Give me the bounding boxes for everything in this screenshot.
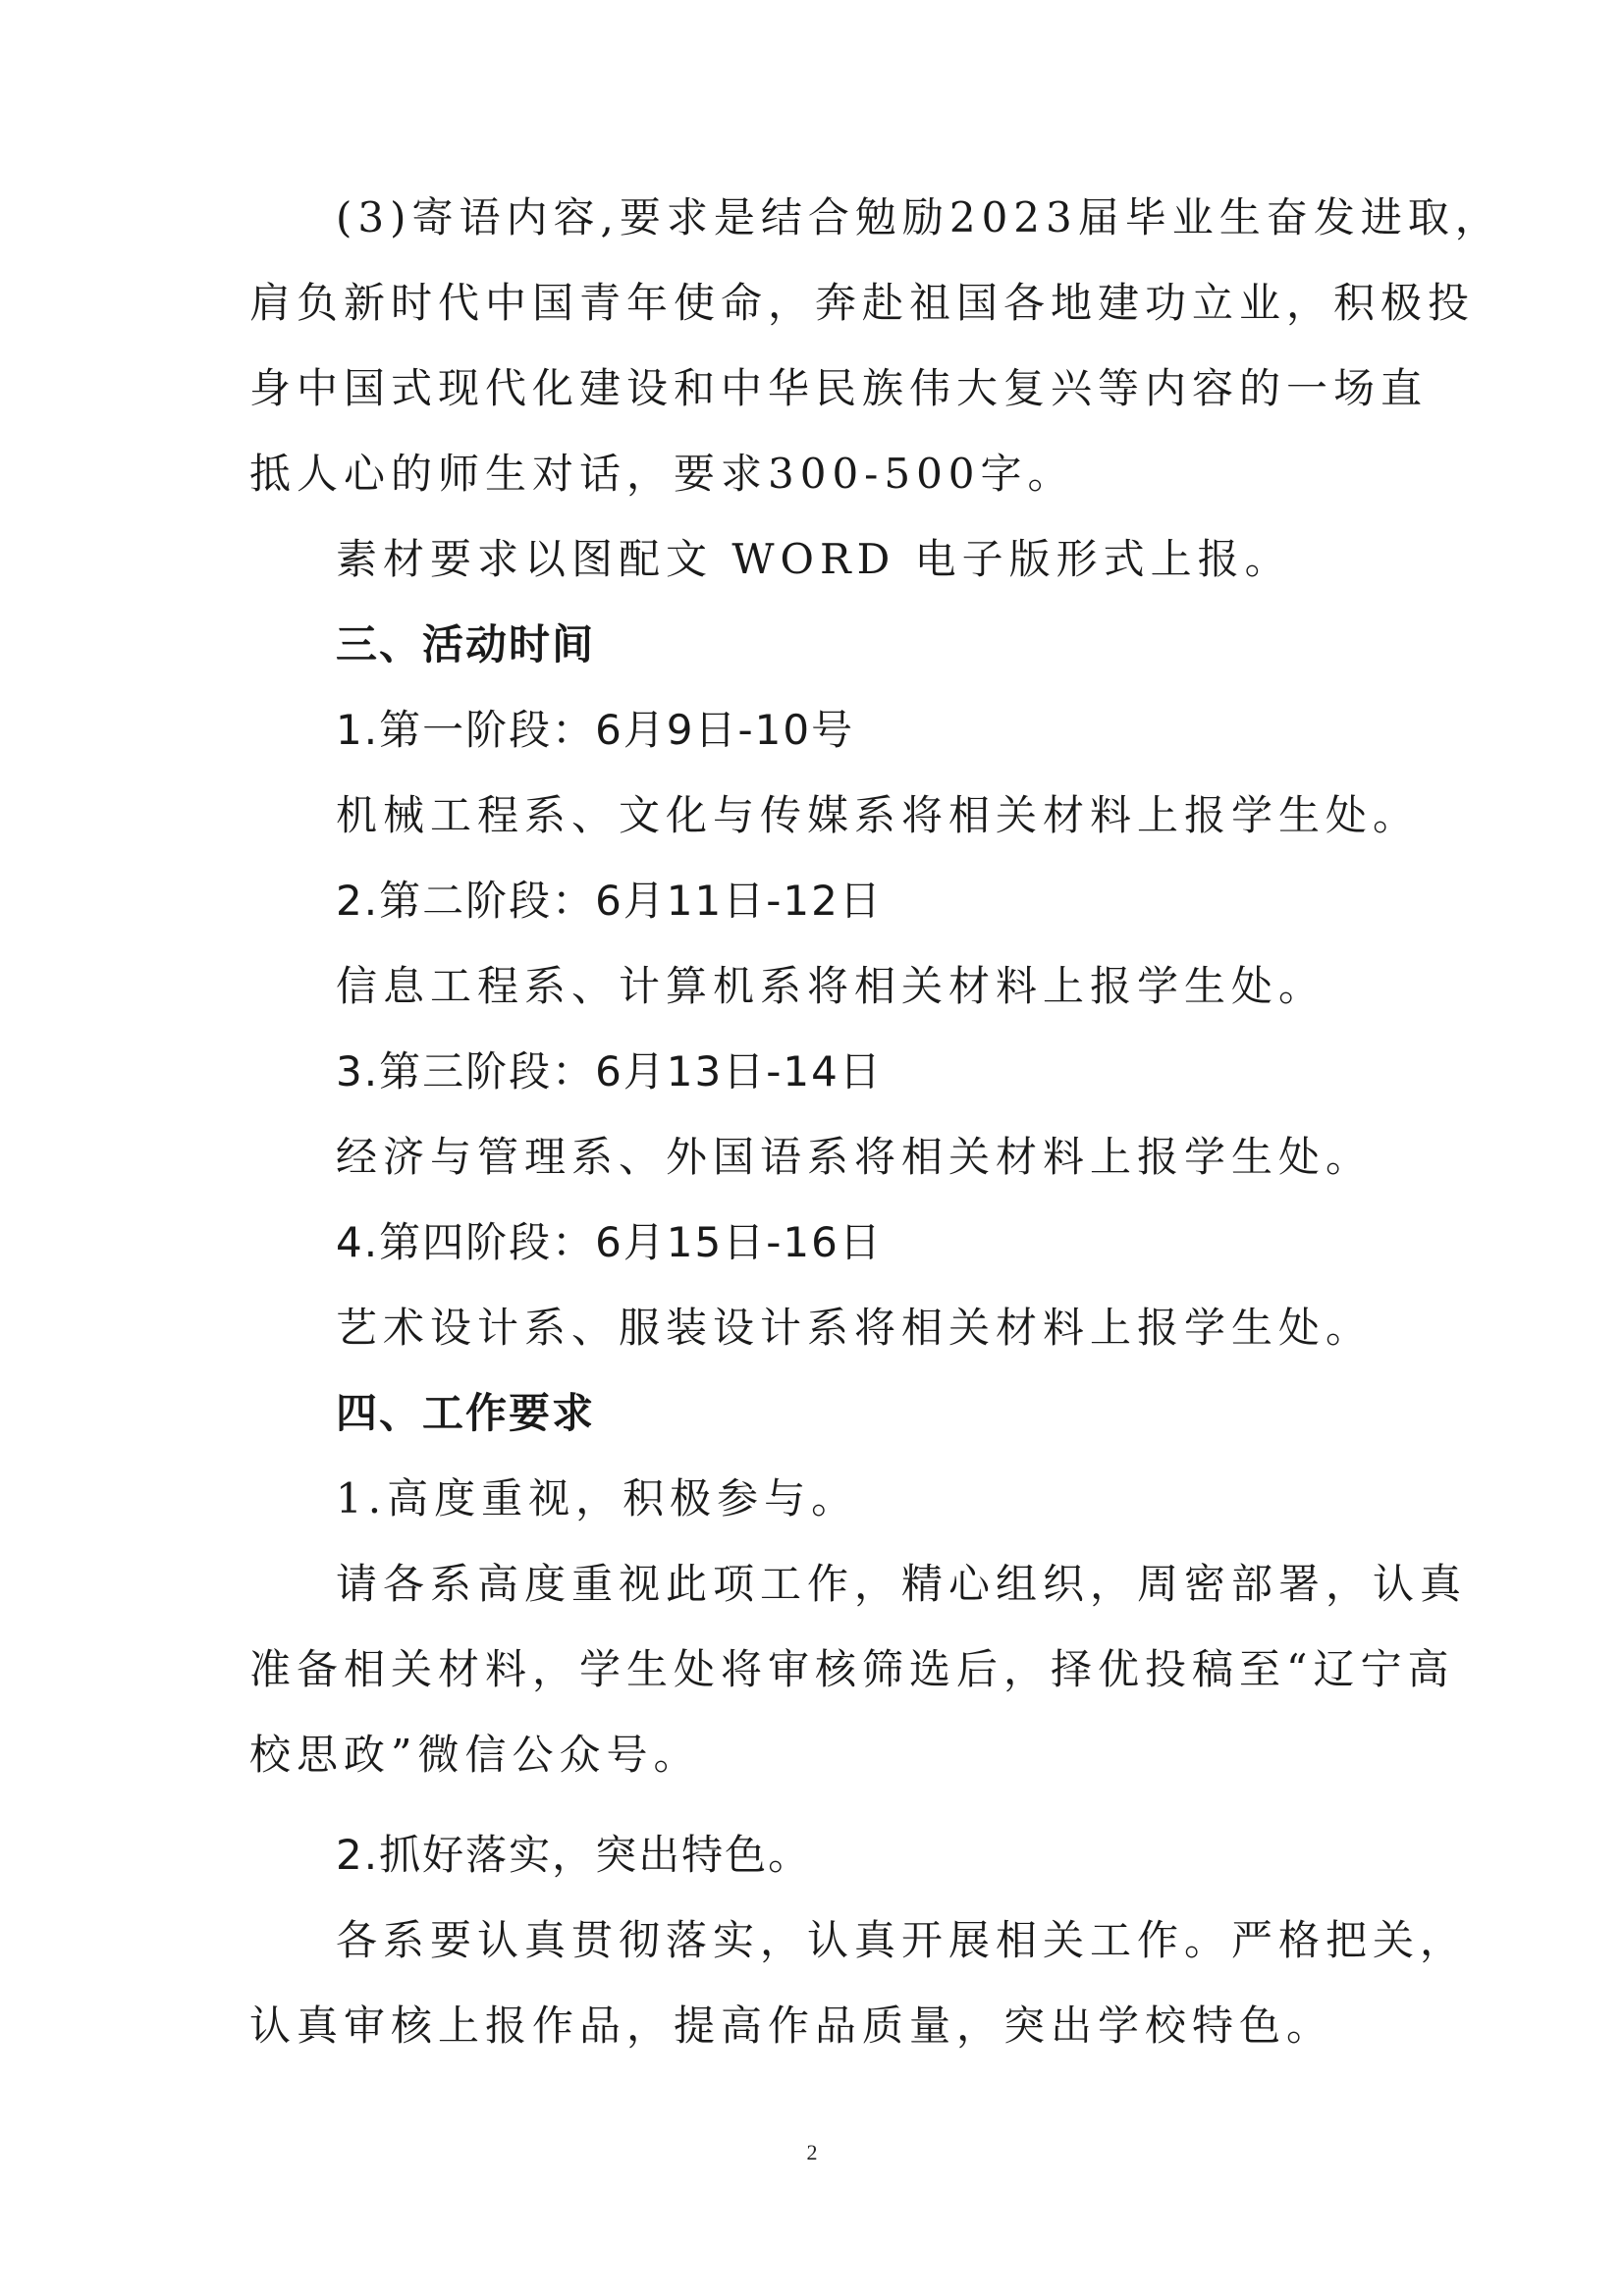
stage-1-title: 1.第一阶段：6月9日-10号 [336,706,855,754]
paragraph-3-line-4: 抵人心的师生对话，要求300-500字。 [249,450,1075,498]
material-requirement: 素材要求以图配文 WORD 电子版形式上报。 [336,535,1292,583]
requirement-2-title: 2.抓好落实，突出特色。 [336,1831,812,1879]
requirement-1-title: 1.高度重视，积极参与。 [336,1474,859,1522]
stage-1-detail: 机械工程系、文化与传媒系将相关材料上报学生处。 [336,791,1421,839]
page-number: 2 [806,2140,818,2164]
section-3-heading: 三、活动时间 [336,620,596,668]
requirement-1-line-2: 准备相关材料，学生处将审核筛选后，择优投稿至“辽宁高 [249,1645,1455,1693]
document-body [249,189,1502,2055]
stage-4-detail: 艺术设计系、服装设计系将相关材料上报学生处。 [336,1304,1374,1352]
paragraph-3-line-3: 身中国式现代化建设和中华民族伟大复兴等内容的一场直 [249,364,1429,412]
stage-3-detail: 经济与管理系、外国语系将相关材料上报学生处。 [336,1133,1374,1181]
requirement-2-line-1: 各系要认真贯彻落实，认真开展相关工作。严格把关， [336,1916,1468,1964]
paragraph-3-line-1: (3)寄语内容,要求是结合勉励2023届毕业生奋发进取， [336,193,1502,241]
stage-2-title: 2.第二阶段：6月11日-12日 [336,877,883,925]
requirement-2-line-2: 认真审核上报作品，提高作品质量，突出学校特色。 [249,2002,1334,2050]
stage-2-detail: 信息工程系、计算机系将相关材料上报学生处。 [336,962,1326,1010]
stage-4-title: 4.第四阶段：6月15日-16日 [336,1218,883,1266]
requirement-1-line-1: 请各系高度重视此项工作，精心组织，周密部署，认真 [336,1560,1468,1608]
requirement-1-line-3: 校思政”微信公众号。 [249,1731,701,1779]
section-4-heading: 四、工作要求 [336,1389,596,1437]
stage-3-title: 3.第三阶段：6月13日-14日 [336,1047,883,1095]
paragraph-3-line-2: 肩负新时代中国青年使命，奔赴祖国各地建功立业，积极投 [249,279,1476,327]
